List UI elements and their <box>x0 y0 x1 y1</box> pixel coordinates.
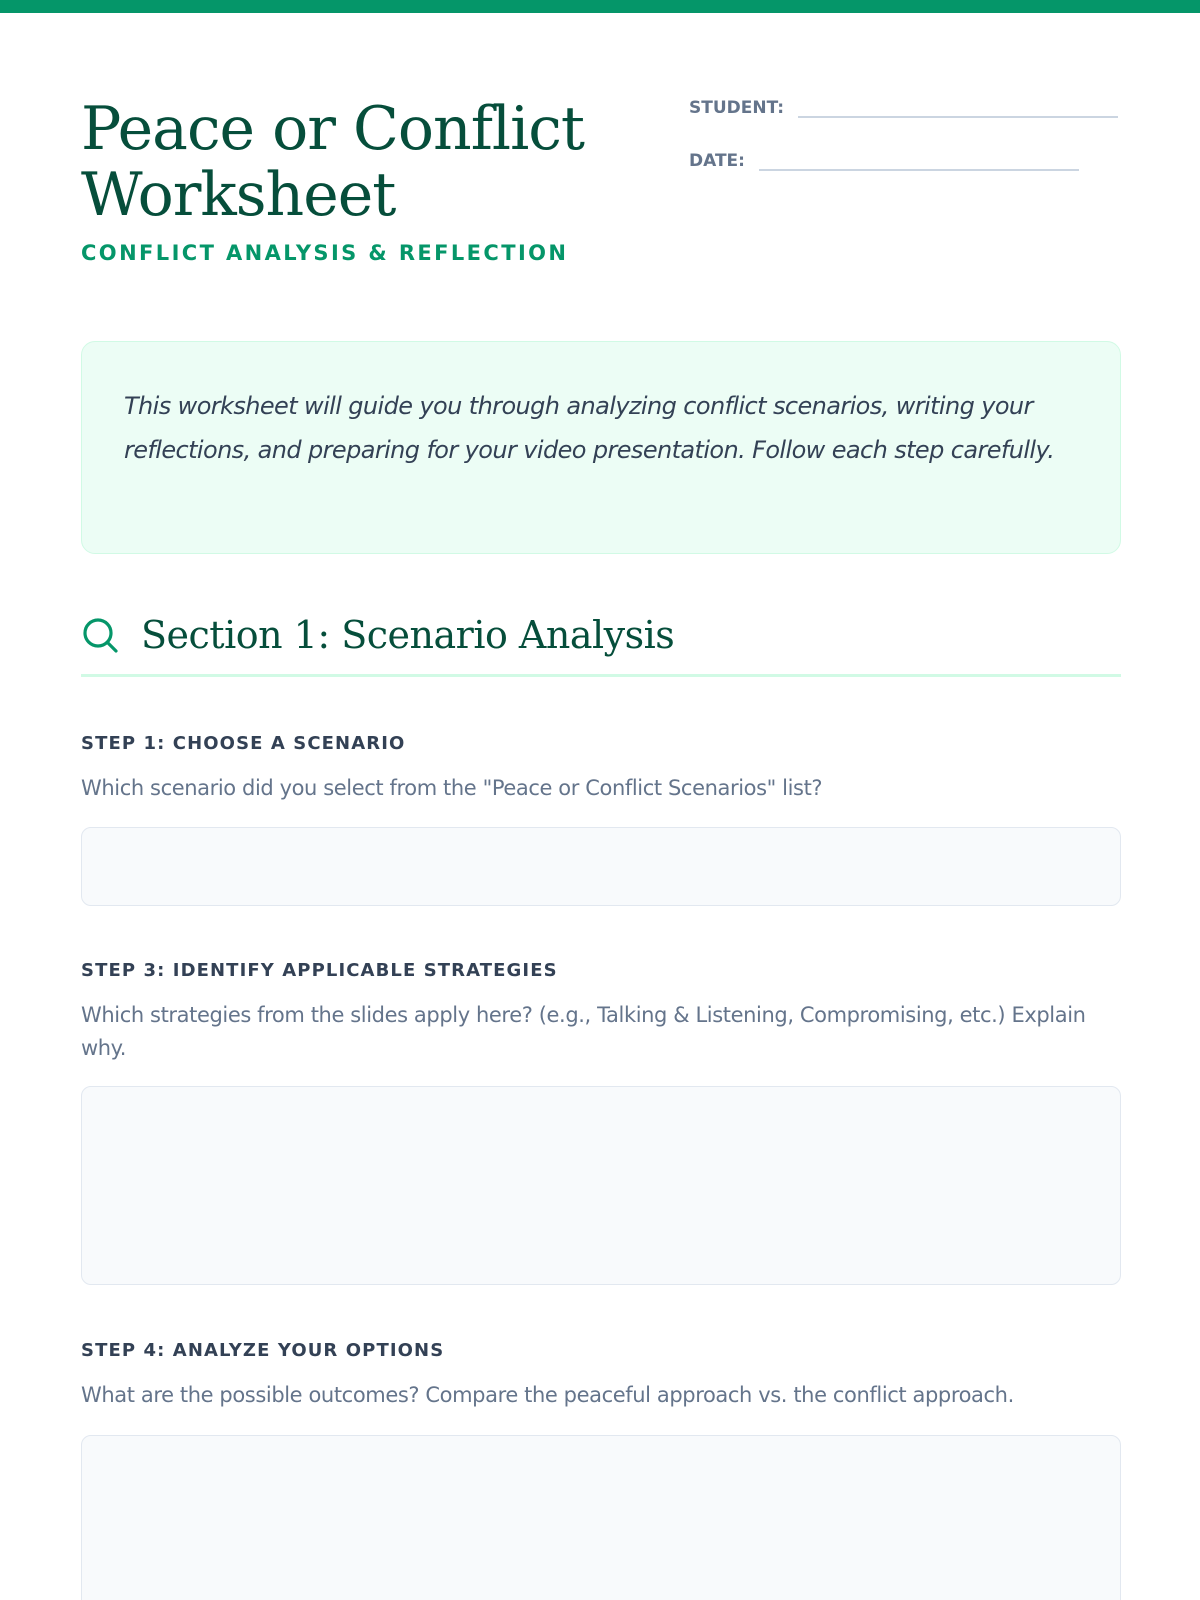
section-1-title: Section 1: Scenario Analysis <box>141 613 675 657</box>
worksheet-header <box>81 0 1121 300</box>
step-label: STEP 4: ANALYZE YOUR OPTIONS <box>81 1340 445 1361</box>
step-3 <box>81 960 1121 1285</box>
title-line-2: Worksheet <box>81 160 396 230</box>
intro-callout <box>81 341 1121 554</box>
step-prompt: Which strategies from the slides apply here? (e.g., Talking & Listening, Compromising, etc.) Explain why. <box>81 1003 1086 1060</box>
section-1-header <box>81 604 1121 677</box>
date-label: DATE: <box>689 151 745 171</box>
date-line[interactable] <box>759 169 1079 171</box>
step-prompt: What are the possible outcomes? Compare the peaceful approach vs. the conflict approach. <box>81 1383 1014 1407</box>
step-prompt: Which scenario did you select from the "Peace or Conflict Scenarios" list? <box>81 776 823 800</box>
student-label: STUDENT: <box>689 98 785 118</box>
title-line-1: Peace or Conflict <box>81 94 584 164</box>
step-4 <box>81 1340 1121 1600</box>
step-label: STEP 1: CHOOSE A SCENARIO <box>81 733 406 754</box>
student-field <box>689 98 1118 118</box>
step-4-answer-field[interactable] <box>81 1435 1121 1600</box>
page-title <box>81 96 641 228</box>
step-3-answer-field[interactable] <box>81 1086 1121 1285</box>
student-line[interactable] <box>798 116 1118 118</box>
step-label: STEP 3: IDENTIFY APPLICABLE STRATEGIES <box>81 960 558 981</box>
step-1-answer-field[interactable] <box>81 827 1121 906</box>
search-icon <box>81 616 119 654</box>
step-1 <box>81 733 1121 906</box>
page-subtitle: CONFLICT ANALYSIS & REFLECTION <box>81 241 569 265</box>
date-field <box>689 151 1079 171</box>
intro-text: This worksheet will guide you through analyzing conflict scenarios, writing your reflections, and preparing for your video presentation. Follow each step carefully. <box>124 392 1055 464</box>
